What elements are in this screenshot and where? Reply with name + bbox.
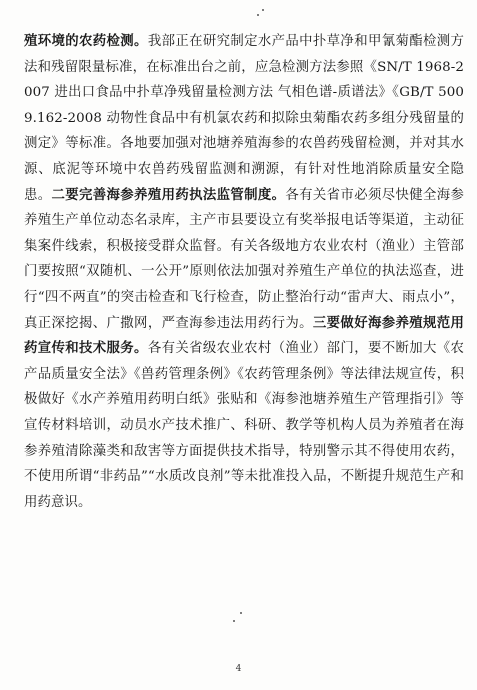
scan-speck [262, 9, 264, 11]
scan-speck [257, 14, 259, 16]
text-run: 各有关省级农业农村（渔业）部门，要不断加大《农产品质量安全法》《兽药管理条例》《农药管理条例》等法律法规宣传，积极做好《水产养殖用药明白纸》张贴和《海参池塘养殖生产管理指引》等宣传材料培训，动员水产技术推广、科研、教学等机构人员为养殖者在海参养殖清除藻类和敌害等方面提供技术指导，特别警示其不得使用农药，不使用所谓“非药品”“水质改良剂”等未批准投入品，不断提升规范生产和用药意识。 [24, 341, 464, 510]
page-number: 4 [235, 664, 242, 674]
text-run-bold: 二要完善海参养殖用药执法监管制度。 [51, 186, 286, 203]
body-text [24, 29, 464, 515]
text-run: 各有关省市必须尽快健全海参养殖生产单位动态名录库，主产市县要设立有奖举报电话等渠道，主动征集案件线索，积极接受群众监督。有关各级地方农业农村（渔业）主管部门要按照“双随机、一公开”原则依法加强对养殖生产单位的执法巡查，进行“四不两直”的突击检查和飞行检查，防止整治行动“雷声大、雨点小”，真正深挖揭、广撒网，严查海参违法用药行为。 [24, 187, 464, 331]
paragraph [24, 29, 464, 515]
text-run: 我部正在研究制定水产品中扑草净和甲氰菊酯检测方法和残留限量标准，在标准出台之前，应急检测方法参照《SN/T 1968-2007 进出口食品中扑草净残留量检测方法 气相色谱-质谱法》《GB/T 5009.162-2008 动物性食品中有机氯农药和拟除虫菊酯农药多组分残留量的测定》等标准。各地要加强对池塘养殖海参的农兽药残留检测，并对其水源、底泥等环境中农兽药残留监测和溯源，有针对性地消除质量安全隐患。 [24, 34, 464, 203]
text-run-bold: 殖环境的农药检测。 [24, 33, 148, 49]
scan-speck [240, 612, 242, 614]
scan-speck [233, 620, 235, 622]
text-run-bold: 三要做好海参养殖规范用药宣传和技术服务。 [24, 314, 464, 357]
